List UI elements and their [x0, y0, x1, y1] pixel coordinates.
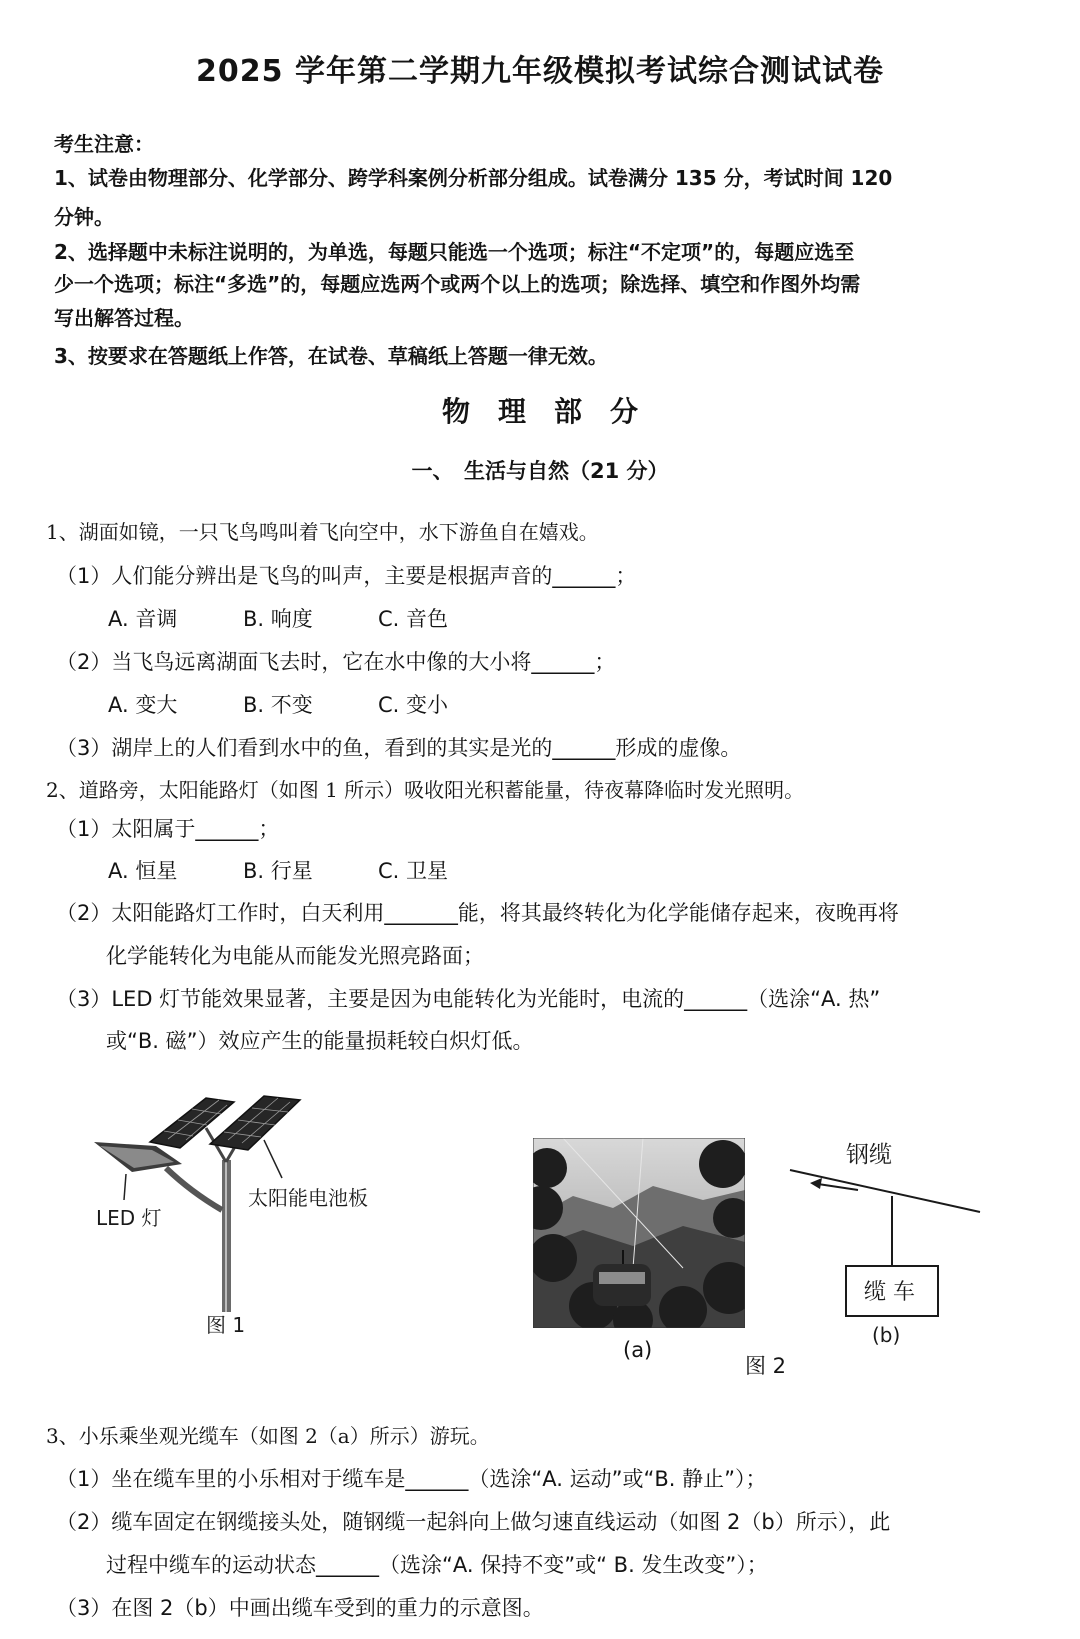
q3-sub2-line2: 过程中缆车的运动状态______（选涂“A. 保持不变”或“ B. 发生改变”）；: [106, 1553, 768, 1577]
section-title: 物 理 部 分: [441, 395, 638, 428]
cable-car-label: 缆 车: [864, 1280, 915, 1305]
cable-car-cabin-shape: [593, 1264, 651, 1306]
notice-line: 少一个选项；标注“多选”的，每题应选两个或两个以上的选项；除选择、填空和作图外均需: [54, 272, 861, 296]
q3-sub3: （3）在图 2（b）中画出缆车受到的重力的示意图。: [56, 1596, 544, 1620]
q2-sub2-line2: 化学能转化为电能从而能发光照亮路面；: [106, 944, 484, 968]
q2-sub1-option-c: C. 卫星: [378, 859, 449, 883]
led-lamp-label: LED 灯: [96, 1206, 162, 1230]
notice-line: 分钟。: [54, 205, 114, 229]
q2-stem: 2、道路旁，太阳能路灯（如图 1 所示）吸收阳光积蓄能量，待夜幕降临时发光照明。: [46, 778, 805, 802]
q2-sub2-line1: （2）太阳能路灯工作时，白天利用_______能，将其最终转化为化学能储存起来，夜晚再将: [56, 901, 899, 925]
notice-line: 1、试卷由物理部分、化学部分、跨学科案例分析部分组成。试卷满分 135 分，考试时间 120: [54, 166, 893, 190]
solar-panel-label: 太阳能电池板: [248, 1186, 368, 1210]
steel-cable-label: 钢缆: [846, 1142, 892, 1168]
exam-title: 2025 学年第二学期九年级模拟考试综合测试试卷: [196, 54, 884, 89]
q3-stem: 3、小乐乘坐观光缆车（如图 2（a）所示）游玩。: [46, 1424, 490, 1448]
q2-sub3-line1: （3）LED 灯节能效果显著，主要是因为电能转化为光能时，电流的______（选涂“A. 热”: [56, 987, 881, 1011]
q2-sub1-option-b: B. 行星: [243, 859, 313, 883]
q1-sub1-option-b: B. 响度: [243, 607, 313, 631]
motion-arrow: [818, 1184, 858, 1190]
q1-sub2-option-c: C. 变小: [378, 693, 449, 717]
q1-sub2: （2）当飞鸟远离湖面飞去时，它在水中像的大小将______；: [56, 650, 616, 674]
fig1-solar-street-light: [86, 1080, 426, 1342]
q1-sub1: （1）人们能分辨出是飞鸟的叫声，主要是根据声音的______；: [56, 564, 637, 588]
notice-line: 3、按要求在答题纸上作答，在试卷、草稿纸上答题一律无效。: [54, 344, 608, 368]
fig1-caption: 图 1: [206, 1313, 246, 1337]
q1-sub2-option-b: B. 不变: [243, 693, 313, 717]
notice-line: 写出解答过程。: [54, 306, 194, 330]
fig2-caption: 图 2: [745, 1354, 787, 1378]
q1-sub1-option-a: A. 音调: [108, 607, 178, 631]
steel-cable-line: [790, 1170, 980, 1212]
fig2a-caption: (a): [623, 1338, 653, 1362]
notice-heading: 考生注意：: [54, 132, 154, 156]
q2-sub3-line2: 或“B. 磁”）效应产生的能量损耗较白炽灯低。: [106, 1029, 534, 1053]
fig2b-caption: (b): [872, 1323, 901, 1347]
q2-sub1: （1）太阳属于______；: [56, 817, 280, 841]
q1-stem: 1、湖面如镜，一只飞鸟鸣叫着飞向空中，水下游鱼自在嬉戏。: [46, 520, 599, 544]
q1-sub3: （3）湖岸上的人们看到水中的鱼，看到的其实是光的______形成的虚像。: [56, 736, 742, 760]
fig2b-cable-car-diagram: [780, 1142, 990, 1348]
q1-sub2-option-a: A. 变大: [108, 693, 178, 717]
part-title: 一、 生活与自然（21 分）: [411, 459, 669, 483]
q2-sub1-option-a: A. 恒星: [108, 859, 178, 883]
lamp-arm-shape: [166, 1168, 222, 1210]
q3-sub2-line1: （2）缆车固定在钢缆接头处，随钢缆一起斜向上做匀速直线运动（如图 2（b）所示），此: [56, 1510, 891, 1534]
fig2a-cable-car-photo: [533, 1138, 745, 1328]
q1-sub1-option-c: C. 音色: [378, 607, 449, 631]
notice-line: 2、选择题中未标注说明的，为单选，每题只能选一个选项；标注“不定项”的，每题应选至: [54, 240, 855, 264]
q3-sub1: （1）坐在缆车里的小乐相对于缆车是______（选涂“A. 运动”或“B. 静止”）；: [56, 1467, 767, 1491]
